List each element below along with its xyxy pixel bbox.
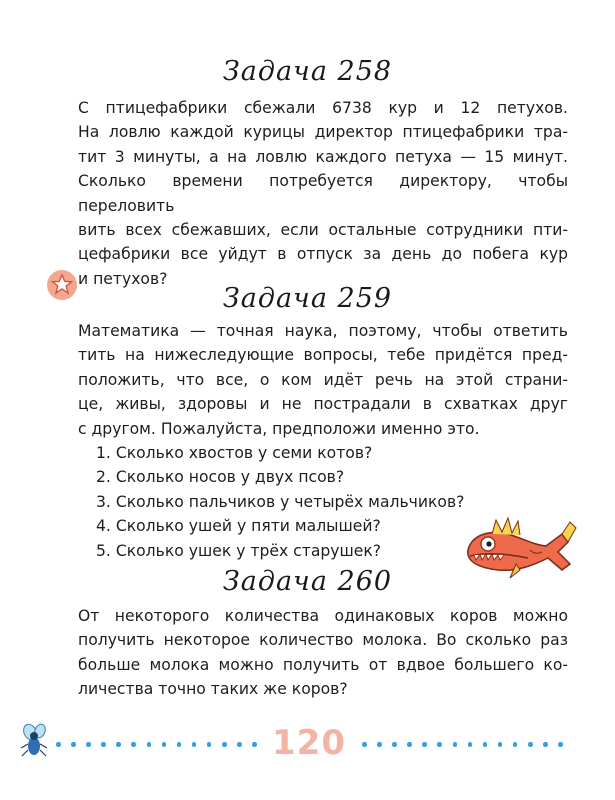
problem-259-text: [78, 319, 568, 441]
text-line: личества точно таких же коров?: [78, 680, 348, 699]
problem-259-title: Задача 259: [222, 283, 393, 314]
text-line: На ловлю каждой курицы директор птицефабрики тра-: [78, 123, 568, 142]
text-line: и петухов?: [78, 269, 168, 288]
question-item: 3. Сколько пальчиков у четырёх мальчиков?: [96, 492, 465, 511]
fly-icon: [18, 722, 52, 762]
text-line: цефабрики все уйдут в отпуск за день до побега кур: [78, 245, 568, 264]
question-item: 5. Сколько ушек у трёх старушек?: [96, 541, 382, 560]
problem-258-title: Задача 258: [222, 56, 393, 87]
text-line: тить на нижеследующие вопросы, тебе придётся пред-: [78, 346, 568, 365]
text-line: С птицефабрики сбежали 6738 кур и 12 петухов.: [78, 99, 568, 117]
question-item: 4. Сколько ушей у пяти малышей?: [96, 517, 381, 536]
text-line: це, живы, здоровы и не пострадали в схватках друг: [78, 395, 568, 414]
text-line: Сколько времени потребуется директору, чтобы переловить: [78, 172, 568, 215]
text-line: положить, что все, о ком идёт речь на этой страни-: [78, 370, 568, 389]
text-line: вить всех сбежавших, если остальные сотрудники пти-: [78, 221, 568, 240]
text-line: тит 3 минуты, а на ловлю каждого петуха — 15 минут.: [78, 147, 568, 166]
problem-259-questions: [96, 441, 464, 563]
problem-258-text: [78, 96, 568, 291]
page-number: 120: [272, 723, 346, 763]
problem-260-title: Задача 260: [222, 566, 393, 597]
text-line: с другом. Пожалуйста, предположи именно это.: [78, 419, 480, 438]
problem-260-text: [78, 604, 568, 702]
text-line: получить некоторое количество молока. Во сколько раз: [78, 631, 568, 650]
text-line: больше молока можно получить от вдвое большего ко-: [78, 655, 568, 674]
question-item: 2. Сколько носов у двух псов?: [96, 468, 345, 487]
text-line: От некоторого количества одинаковых коров можно: [78, 607, 568, 625]
footer-dotted-line-right: [362, 739, 573, 749]
text-line: Математика — точная наука, поэтому, чтобы ответить: [78, 322, 568, 340]
footer-dotted-line-left: [56, 739, 267, 749]
question-item: 1. Сколько хвостов у семи котов?: [96, 444, 373, 462]
